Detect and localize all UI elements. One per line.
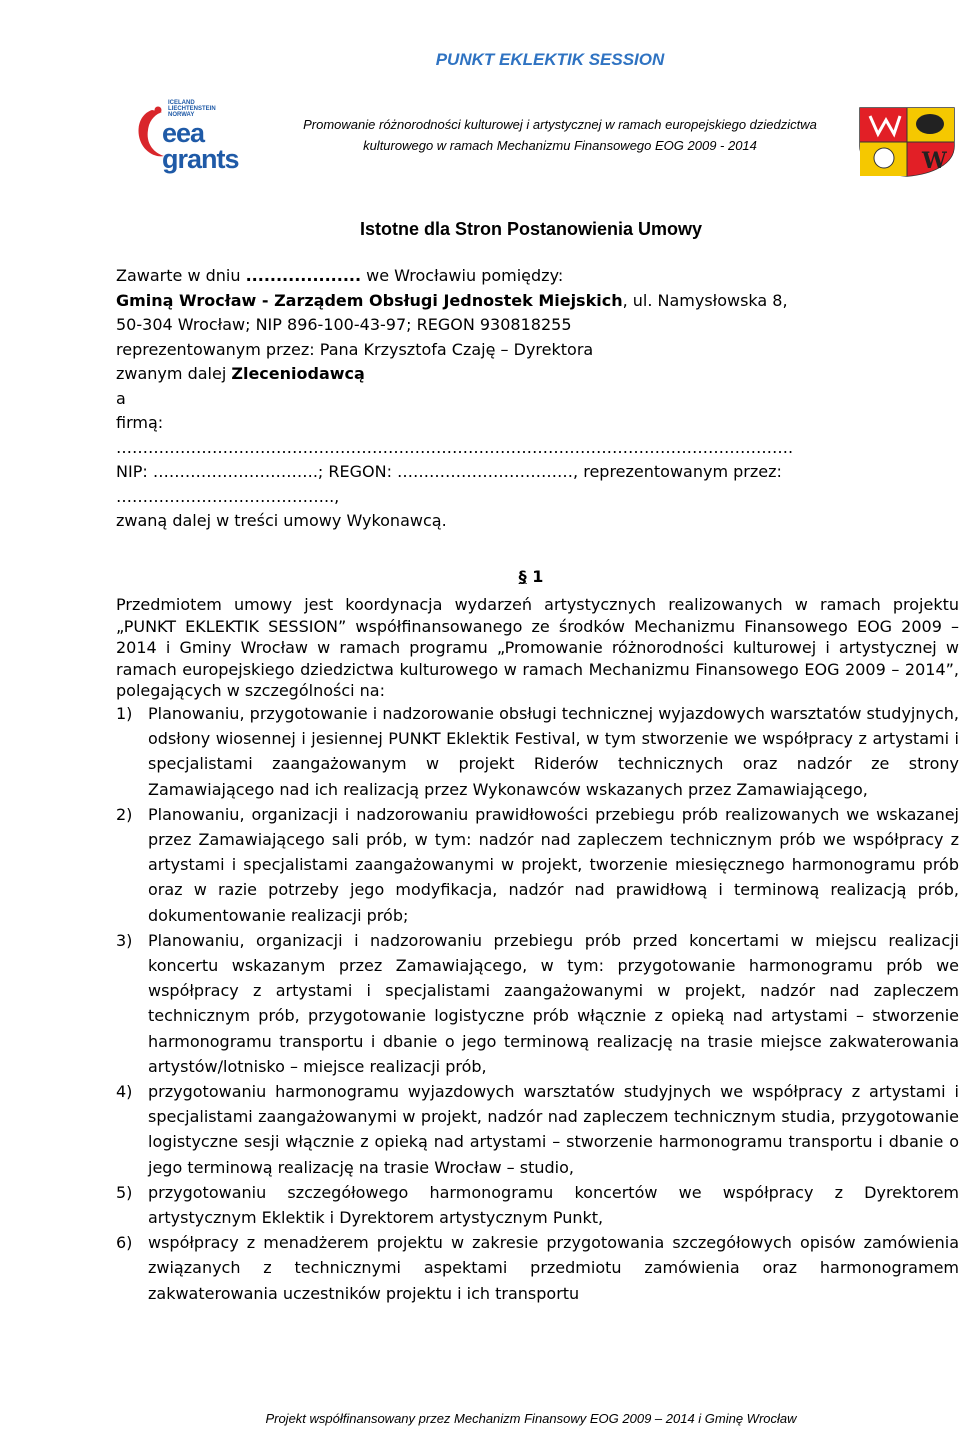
client-address-line: 50-304 Wrocław; NIP 896-100-43-97; REGON 930818255: [116, 315, 572, 334]
contractor-representative-blank: …………………………………..,: [116, 486, 340, 506]
svg-text:W: W: [922, 148, 947, 174]
obligations-list: [116, 701, 959, 1306]
project-title: PUNKT EKLEKTIK SESSION: [435, 50, 665, 69]
list-item: 1) Planowaniu, przygotowanie i nadzorowanie obsługi technicznej wyjazdowych warsztatów studyjnych, odsłony wiosennej i jesiennej PUNKT Eklektik Festival, w tym stworzenie we współpracy z artystami i specjalistami zaangażowanym w projekt Riderów technicznych oraz nadzór ze strony Zamawiającego nad ich realizacją przez Wykonawców wskazanych przez Zamawiającego,: [116, 704, 959, 799]
client-role-line: zwanym dalej Zleceniodawcą: [116, 364, 365, 383]
list-item: 2) Planowaniu, organizacji i nadzorowaniu prawidłowości przebiegu prób realizowanych we wskazanej przez Zamawiającego sali prób, w tym: nadzór nad zapleczem technicznym prób we współpracy z artystami i specjalistami zaangażowanymi w projekt, tworzenie miesięcznego harmonogramu prób oraz w razie potrzeby jego modyfikacja, nadzór nad prawidłową i terminową realizacją prób, dokumentowanie realizacji prób;: [116, 804, 959, 925]
section-heading: [0, 567, 960, 586]
wroclaw-coat-of-arms-icon: [856, 106, 958, 178]
contractor-label: firmą:: [116, 413, 164, 432]
conjunction-line: a: [116, 388, 126, 408]
contract-date-line: Zawarte w dniu ................... we Wrocławiu pomiędzy:: [116, 266, 564, 285]
client-name-line: Gminą Wrocław - Zarządem Obsługi Jednostek Miejskich, ul. Namysłowska 8,: [116, 290, 788, 310]
client-representative-line: reprezentowanym przez: Pana Krzysztofa Czaję – Dyrektora: [116, 339, 594, 359]
list-item: 3) Planowaniu, organizacji i nadzorowaniu przebiegu prób przed koncertami w miejscu realizacji koncertu wskazanym przez Zamawiającego, w tym: przygotowanie harmonogramu prób we współpracy z artystami i specjalistami zaangażowanymi w projekt, nadzór nad zapleczem technicznym prób, przygotowanie logistyczne prób włącznie z opieką nad artystami – stworzenie harmonogramu transportu i dbanie o jego terminową realizację na trasie miejsce zakwaterowania artystów/lotnisko – miejsce realizacji prób,: [116, 930, 959, 1076]
section-intro: Przedmiotem umowy jest koordynacja wydarzeń artystycznych realizowanych w ramach projektu „PUNKT EKLEKTIK SESSION” współfinansowanego ze środków Mechanizmu Finansowego EOG 2009 – 2014 i Gminy Wrocław w ramach programu „Promowanie różnorodności kulturowej i artystycznej w ramach europejskiego dziedzictwa kulturowego w ramach Mechanizmu Finansowego EOG 2009 – 2014”, polegających w szczególności na:: [116, 595, 959, 701]
document-title: Istotne dla Stron Postanowienia Umowy: [359, 219, 703, 239]
program-subtitle: Promowanie różnorodności kulturowej i artystycznej w ramach europejskiego dziedzictwa kulturowego w ramach Mechanizmu Finansowego EOG 2009 - 2014: [303, 117, 817, 153]
section-number: 1: [532, 567, 544, 586]
contractor-role-line: zwaną dalej w treści umowy Wykonawcą.: [116, 511, 447, 530]
list-item: 6) współpracy z menadżerem projektu w zakresie przygotowania szczegółowych opisów zamówienia związanych z technicznymi aspektami przedmiotu zamówienia oraz harmonogramem zakwaterowania uczestników projektu i ich transportu: [116, 1233, 959, 1303]
contract-parties: [116, 264, 946, 534]
contractor-name-blank: ……………………………………………………………………………………………………………….: [116, 437, 794, 457]
list-item: 5) przygotowaniu szczegółowego harmonogramu koncertów we współpracy z Dyrektorem artystycznym Eklektik i Dyrektorem artystycznym Punkt,: [116, 1182, 959, 1228]
eea-logo-countries: ICELAND LIECHTENSTEIN NORWAY: [168, 100, 216, 118]
section-symbol: §: [518, 567, 527, 586]
contractor-ids-line: NIP: ………………………….; REGON: ……………………………, reprezentowanym przez:: [116, 462, 782, 481]
eea-logo-wordmark: eea grants: [162, 118, 239, 174]
page-footer: Projekt współfinansowany przez Mechanizm Finansowy EOG 2009 – 2014 i Gminę Wrocław: [265, 1411, 797, 1426]
list-item: 4) przygotowaniu harmonogramu wyjazdowych warsztatów studyjnych we współpracy z artystami i specjalistami zaangażowanymi w projekt, nadzór nad zapleczem technicznym studia, przygotowanie logistyczne sesji włącznie z opieką nad artystami – stworzenie harmonogramu transportu i dbanie o jego terminową realizację na trasie Wrocław – studio,: [116, 1082, 959, 1177]
